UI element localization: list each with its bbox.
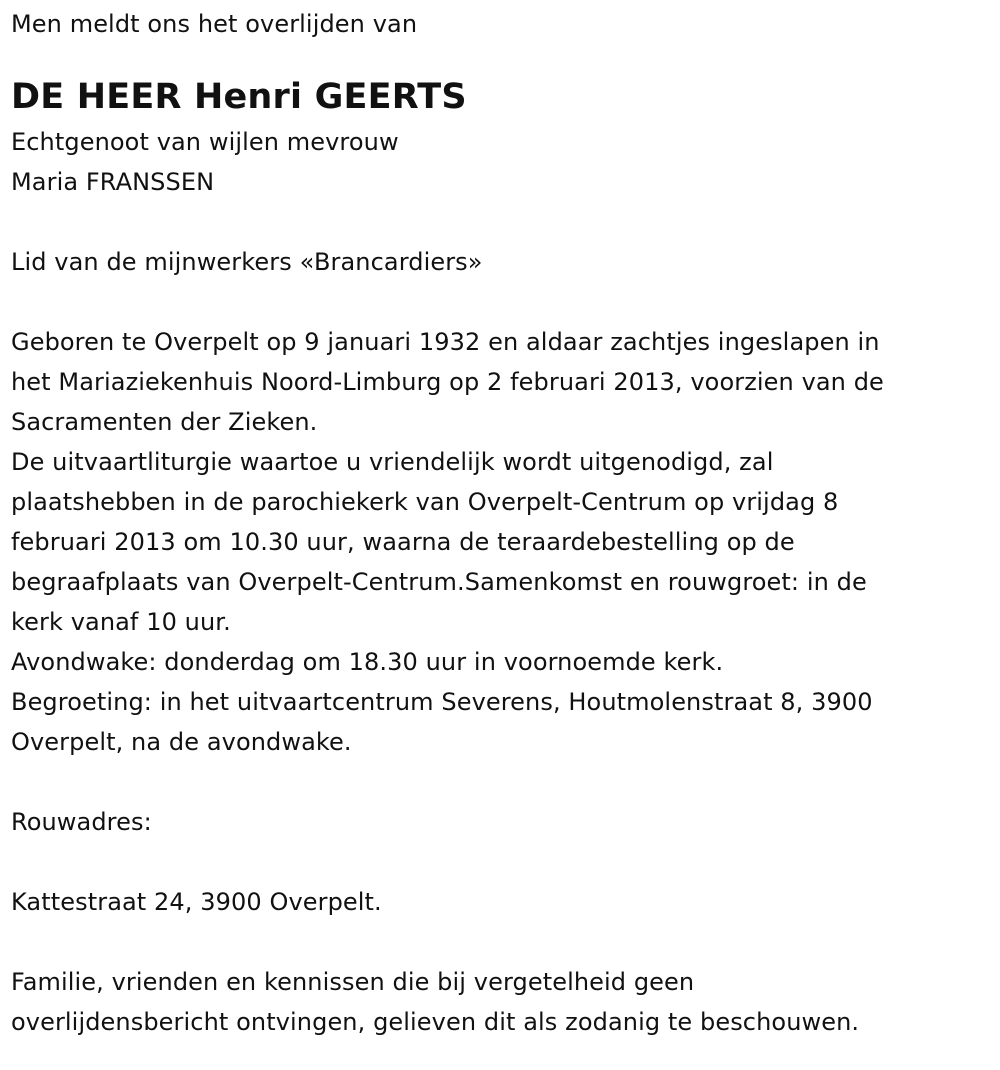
details-line: Overpelt, na de avondwake. bbox=[11, 728, 352, 756]
membership-text: Lid van de mijnwerkers «Brancardiers» bbox=[11, 248, 483, 276]
details-line: het Mariaziekenhuis Noord-Limburg op 2 februari 2013, voorzien van de bbox=[11, 368, 884, 396]
mourning-address-label: Rouwadres: bbox=[11, 808, 152, 836]
spacer bbox=[11, 282, 991, 322]
details-line: februari 2013 om 10.30 uur, waarna de teraardebestelling op de bbox=[11, 528, 795, 556]
closing-line: overlijdensbericht ontvingen, gelieven dit als zodanig te beschouwen. bbox=[11, 1008, 860, 1036]
deceased-name: DE HEER Henri GEERTS bbox=[11, 77, 467, 117]
spacer bbox=[11, 842, 991, 882]
closing-line: Familie, vrienden en kennissen die bij vergetelheid geen bbox=[11, 968, 695, 996]
spacer bbox=[11, 922, 991, 962]
details-line: plaatshebben in de parochiekerk van Overpelt-Centrum op vrijdag 8 bbox=[11, 488, 839, 516]
details-block bbox=[11, 322, 991, 762]
spacer bbox=[11, 202, 991, 242]
details-line: Avondwake: donderdag om 18.30 uur in voornoemde kerk. bbox=[11, 648, 724, 676]
details-line: kerk vanaf 10 uur. bbox=[11, 608, 231, 636]
spacer bbox=[11, 762, 991, 802]
spouse-line-2: Maria FRANSSEN bbox=[11, 168, 215, 196]
closing-block bbox=[11, 962, 991, 1042]
details-line: Begroeting: in het uitvaartcentrum Severens, Houtmolenstraat 8, 3900 bbox=[11, 688, 873, 716]
mourning-address: Kattestraat 24, 3900 Overpelt. bbox=[11, 888, 382, 916]
details-line: De uitvaartliturgie waartoe u vriendelijk wordt uitgenodigd, zal bbox=[11, 448, 774, 476]
details-line: Sacramenten der Zieken. bbox=[11, 408, 318, 436]
spouse-line-1: Echtgenoot van wijlen mevrouw bbox=[11, 128, 399, 156]
details-line: begraafplaats van Overpelt-Centrum.Samenkomst en rouwgroet: in de bbox=[11, 568, 867, 596]
details-line: Geboren te Overpelt op 9 januari 1932 en aldaar zachtjes ingeslapen in bbox=[11, 328, 880, 356]
intro-text: Men meldt ons het overlijden van bbox=[11, 10, 418, 38]
death-notice bbox=[11, 4, 991, 1042]
